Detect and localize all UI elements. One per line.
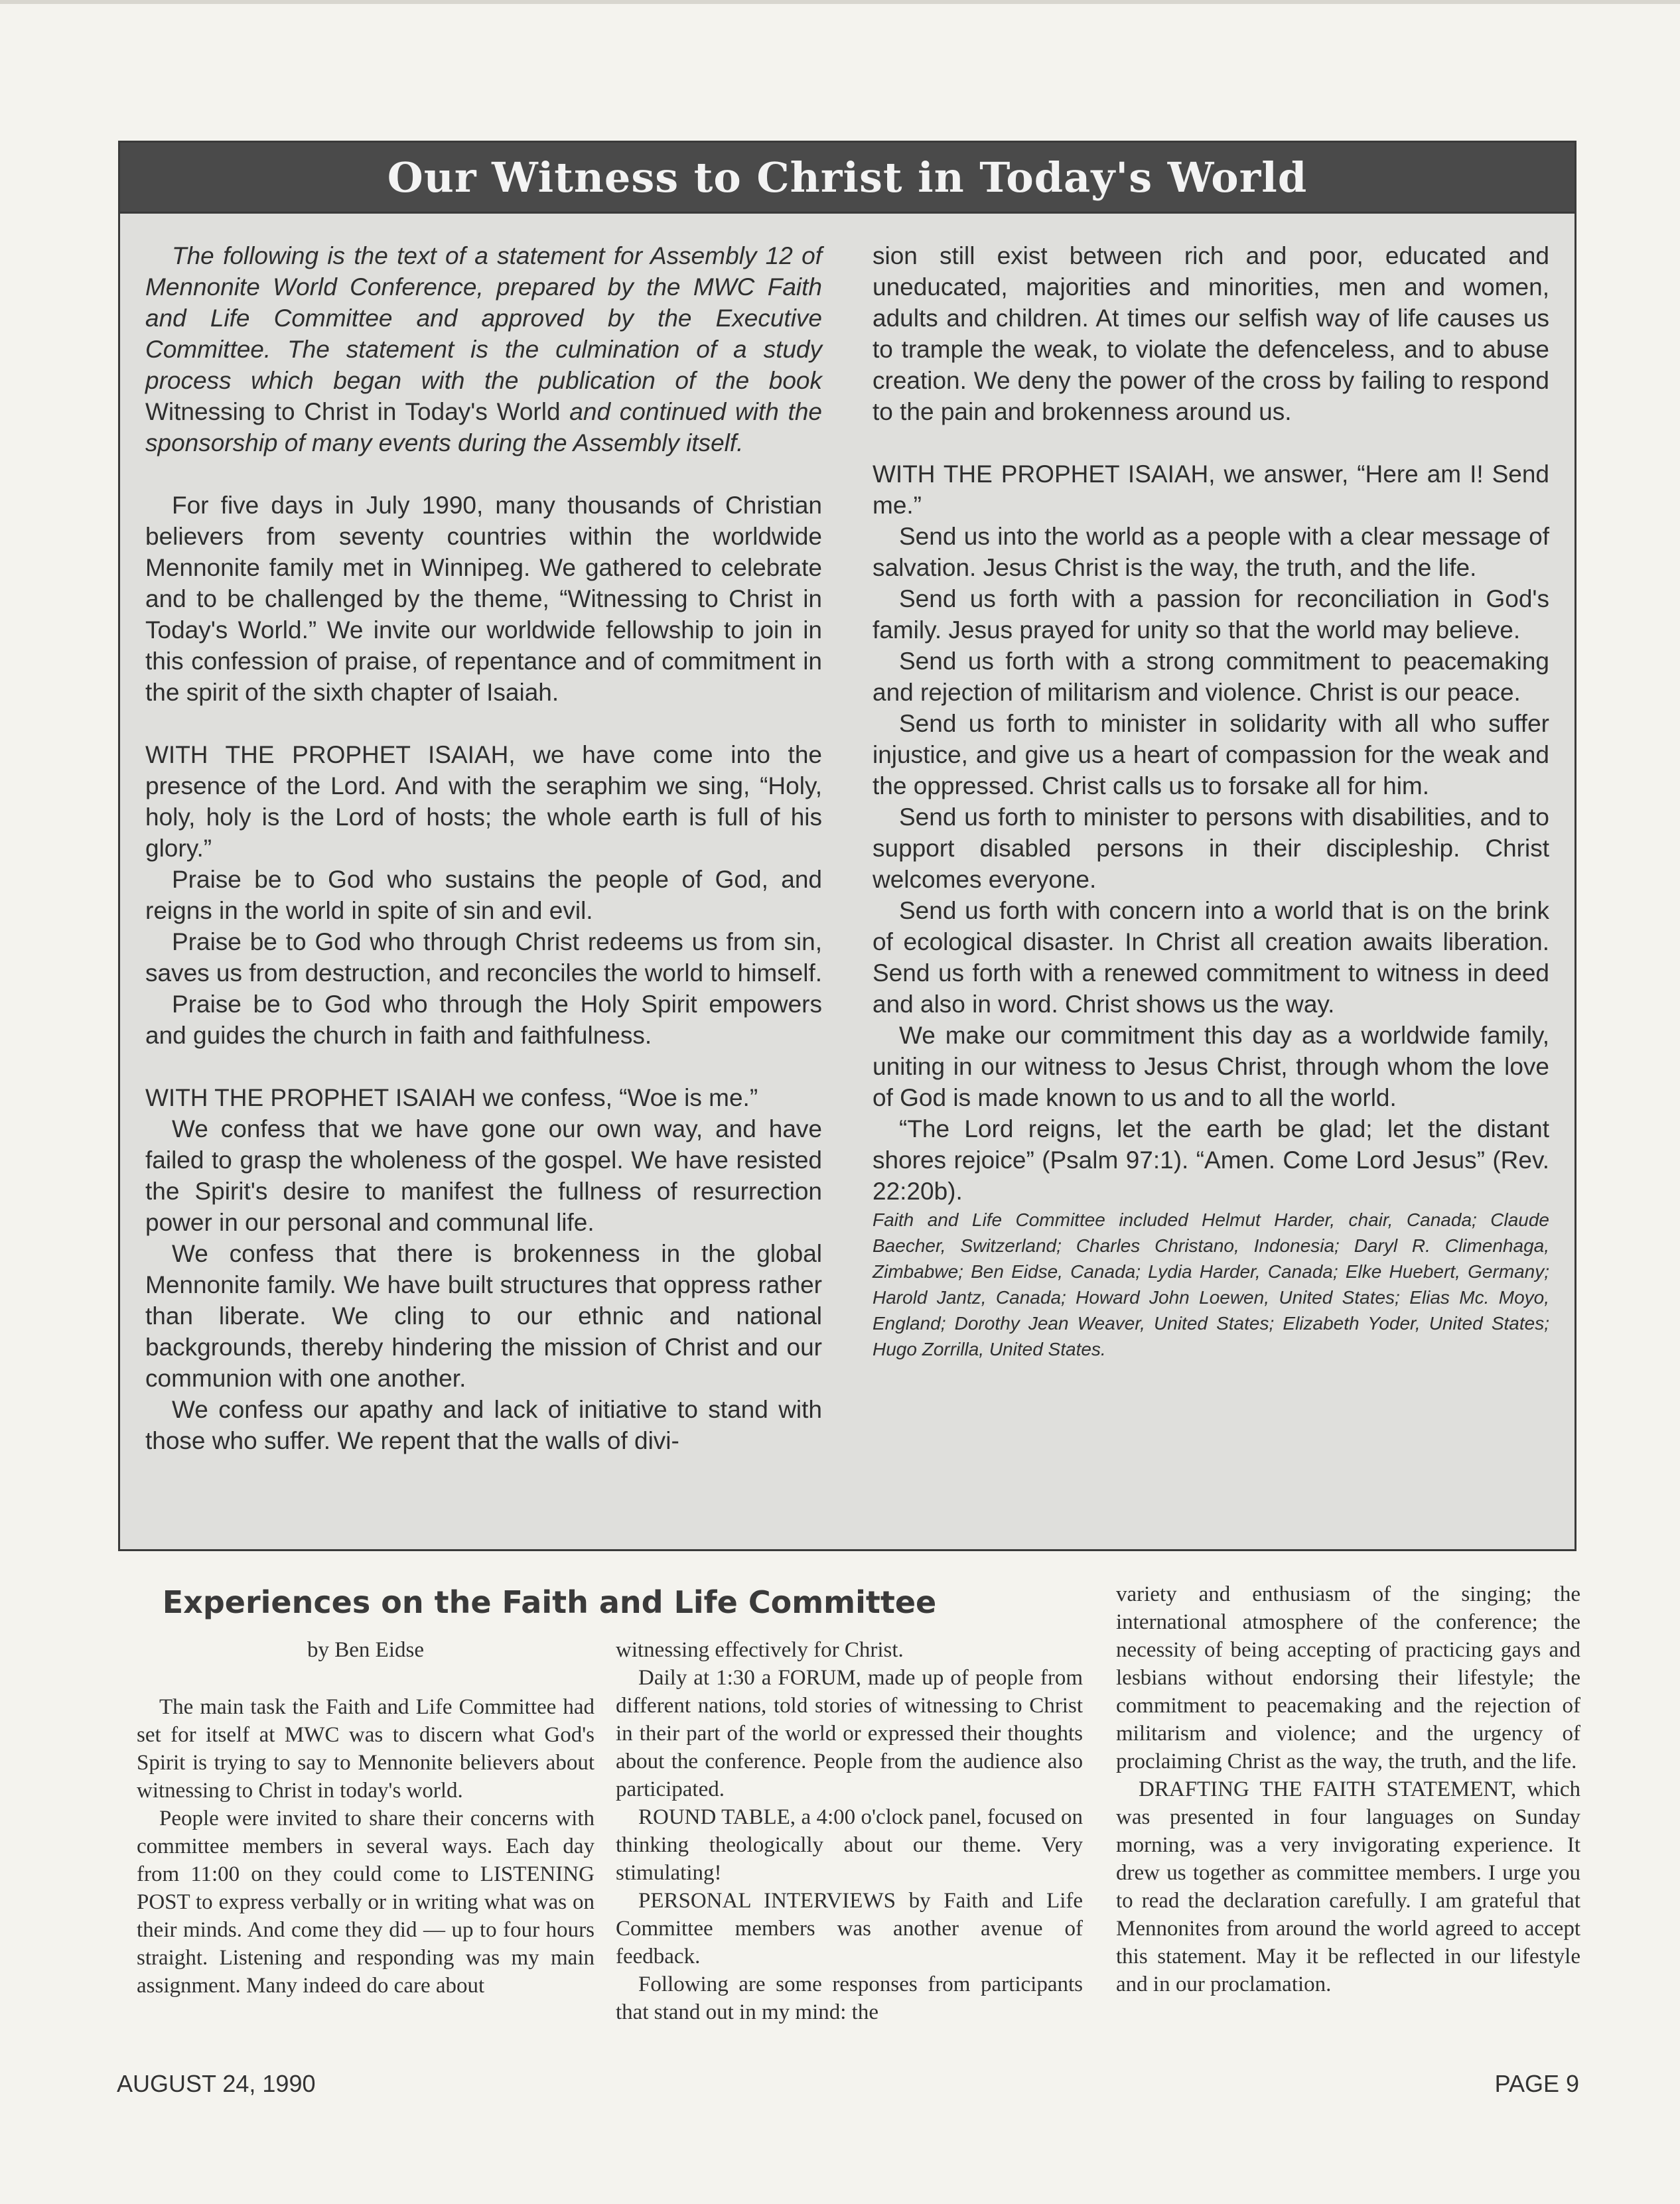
committee-credits: Faith and Life Committee included Helmut Harder, chair, Canada; Claude Baecher, Switzerland; Charles Christano, Indonesia; Daryl R. Climenhaga, Zimbabwe; Ben Eidse, Canada; Lydia Harder, Canada; Elke Huebert, Germany; Harold Jantz, Canada; Howard John Loewen, United States; Elias Mc. Moyo, England; Dorothy Jean Weaver, United States; Elizabeth Yoder, United States; Hugo Zorrilla, United States. xyxy=(873,1209,1549,1359)
paragraph: WITH THE PROPHET ISAIAH, we answer, “Here am I! Send me.” xyxy=(873,460,1549,519)
paragraph: Send us forth to minister in solidarity with all who suffer injustice, and give us a heart of compassion for the weak and the oppressed. Christ calls us to forsake all for him. xyxy=(873,710,1549,799)
paragraph: variety and enthusiasm of the singing; the international atmosphere of the conference; the necessity of being accepting of practicing gays and lesbians without endorsing their lifestyle; the commitment to peacemaking and the rejection of militarism and violence; and the urgency of proclaiming Christ as the way, the truth, and the life. xyxy=(1116,1582,1580,1773)
paragraph: We confess that we have gone our own way, and have failed to grasp the wholeness of the gospel. We have resisted the Spirit's desire to manifest the fullness of resurrection power in our personal and communal life. xyxy=(145,1115,822,1236)
paragraph: Praise be to God who through Christ redeems us from sin, saves us from destruction, and reconciles the world to himself. xyxy=(145,928,823,987)
paragraph: Praise be to God who through the Holy Spirit empowers and guides the church in faith and faithfulness. xyxy=(145,991,822,1049)
paragraph: We confess that there is brokenness in the global Mennonite family. We have built structures that oppress rather than liberate. We cling to our ethnic and national backgrounds, thereby hindering the mission of Christ and our communion with one another. xyxy=(145,1240,822,1392)
article-column-1 xyxy=(137,1636,595,2000)
paragraph: For five days in July 1990, many thousands of Christian believers from seventy countries within the worldwide Mennonite family met in Winnipeg. We gathered to celebrate and to be challenged by the theme, “Witnessing to Christ in Today's World.” We invite our worldwide fellowship to join in this confession of praise, of repentance and of commitment in the spirit of the sixth chapter of Isaiah. xyxy=(145,492,822,706)
article-title: Experiences on the Faith and Life Committee xyxy=(162,1584,937,1620)
paragraph: WITH THE PROPHET ISAIAH we confess, “Woe is me.” xyxy=(145,1084,758,1111)
paragraph: WITH THE PROPHET ISAIAH, we have come into the presence of the Lord. And with the seraphim we sing, “Holy, holy, holy is the Lord of hosts; the whole earth is full of his glory.” xyxy=(145,741,822,862)
paragraph-gap xyxy=(145,708,822,739)
paragraph: Send us forth with a strong commitment to peacemaking and rejection of militarism and violence. Christ is our peace. xyxy=(873,648,1549,706)
intro-text: The following is the text of a statement for Assembly 12 of Mennonite World Conference, prepared by the MWC Faith and Life Committee and approved by the Executive Committee. The statement is the culmination of a study process which began with the publication of the book xyxy=(145,242,822,394)
footer-page-number: PAGE 9 xyxy=(1494,2070,1579,2097)
paragraph: Following are some responses from participants that stand out in my mind: the xyxy=(616,1972,1083,2024)
article-column-3 xyxy=(1116,1580,1580,1998)
paragraph: Send us forth to minister to persons with disabilities, and to support disabled persons in their discipleship. Christ welcomes everyone. xyxy=(873,803,1549,893)
page-top-edge xyxy=(0,0,1680,4)
article-byline: by Ben Eidse xyxy=(307,1638,424,1662)
article-paragraph: The main task the Faith and Life Committee had set for itself at MWC was to discern what God's Spirit is trying to say to Mennonite believers about witnessing to Christ in today's world. xyxy=(137,1695,595,1803)
paragraph: DRAFTING THE FAITH STATEMENT, which was presented in four languages on Sunday morning, was a very invigorating experience. It drew us together as committee members. I urge you to read the declaration carefully. I am grateful that Mennonites from around the world agreed to accept this statement. May it be reflected in our lifestyle and in our proclamation. xyxy=(1116,1777,1580,1996)
statement-box xyxy=(118,141,1576,1551)
paragraph-gap xyxy=(145,458,822,490)
footer-date: AUGUST 24, 1990 xyxy=(117,2070,316,2097)
statement-column-left xyxy=(145,240,822,1456)
intro-text: and continued with the sponsorship of many events during the Assembly itself. xyxy=(145,398,822,456)
statement-body xyxy=(120,214,1575,1547)
paragraph: ROUND TABLE, a 4:00 o'clock panel, focused on thinking theologically about our theme. Very stimulating! xyxy=(616,1805,1083,1885)
paragraph: Daily at 1:30 a FORUM, made up of people from different nations, told stories of witnessing to Christ in their part of the world or expressed their thoughts about the conference. People from the audience also participated. xyxy=(616,1666,1083,1801)
statement-banner xyxy=(120,143,1575,214)
paragraph-gap xyxy=(873,427,1549,458)
book-title: Witnessing to Christ in Today's World xyxy=(145,398,561,425)
paragraph-gap xyxy=(145,1051,822,1082)
article-paragraph: People were invited to share their concerns with committee members in several ways. Each day from 11:00 on they could come to LISTENING POST to express verbally or in writing what was on their minds. And come they did — up to four hours straight. Listening and responding was my main assignment. Many indeed do care about xyxy=(137,1807,595,1998)
paragraph: sion still exist between rich and poor, educated and uneducated, majorities and minorities, men and women, adults and children. At times our selfish way of life causes us to trample the weak, to violate the defenceless, and to abuse creation. We deny the power of the cross by failing to respond to the pain and brokenness around us. xyxy=(873,242,1549,425)
paragraph: We confess our apathy and lack of initiative to stand with those who suffer. We repent that the walls of divi- xyxy=(145,1396,822,1454)
paragraph: Send us forth with concern into a world that is on the brink of ecological disaster. In Christ all creation awaits liberation. Send us forth with a renewed commitment to witness in deed and also in word. Christ shows us the way. xyxy=(873,897,1549,1018)
paragraph: PERSONAL INTERVIEWS by Faith and Life Committee members was another avenue of feedback. xyxy=(616,1889,1083,1968)
paragraph: We make our commitment this day as a worldwide family, uniting in our witness to Jesus Christ, through whom the love of God is made known to us and to all the world. xyxy=(873,1022,1549,1111)
paragraph: “The Lord reigns, let the earth be glad; let the distant shores rejoice” (Psalm 97:1). “Amen. Come Lord Jesus” (Rev. 22:20b). xyxy=(873,1115,1549,1205)
paragraph: Send us forth with a passion for reconciliation in God's family. Jesus prayed for unity so that the world may believe. xyxy=(873,585,1549,644)
article-column-2 xyxy=(616,1636,1083,2026)
statement-title: Our Witness to Christ in Today's World xyxy=(387,153,1308,202)
statement-column-right xyxy=(873,240,1549,1362)
paragraph: Praise be to God who sustains the people of God, and reigns in the world in spite of sin and evil. xyxy=(145,866,822,924)
paragraph: witnessing effectively for Christ. xyxy=(616,1638,904,1662)
paragraph: Send us into the world as a people with a clear message of salvation. Jesus Christ is the way, the truth, and the life. xyxy=(873,523,1549,581)
statement-intro xyxy=(145,240,822,458)
